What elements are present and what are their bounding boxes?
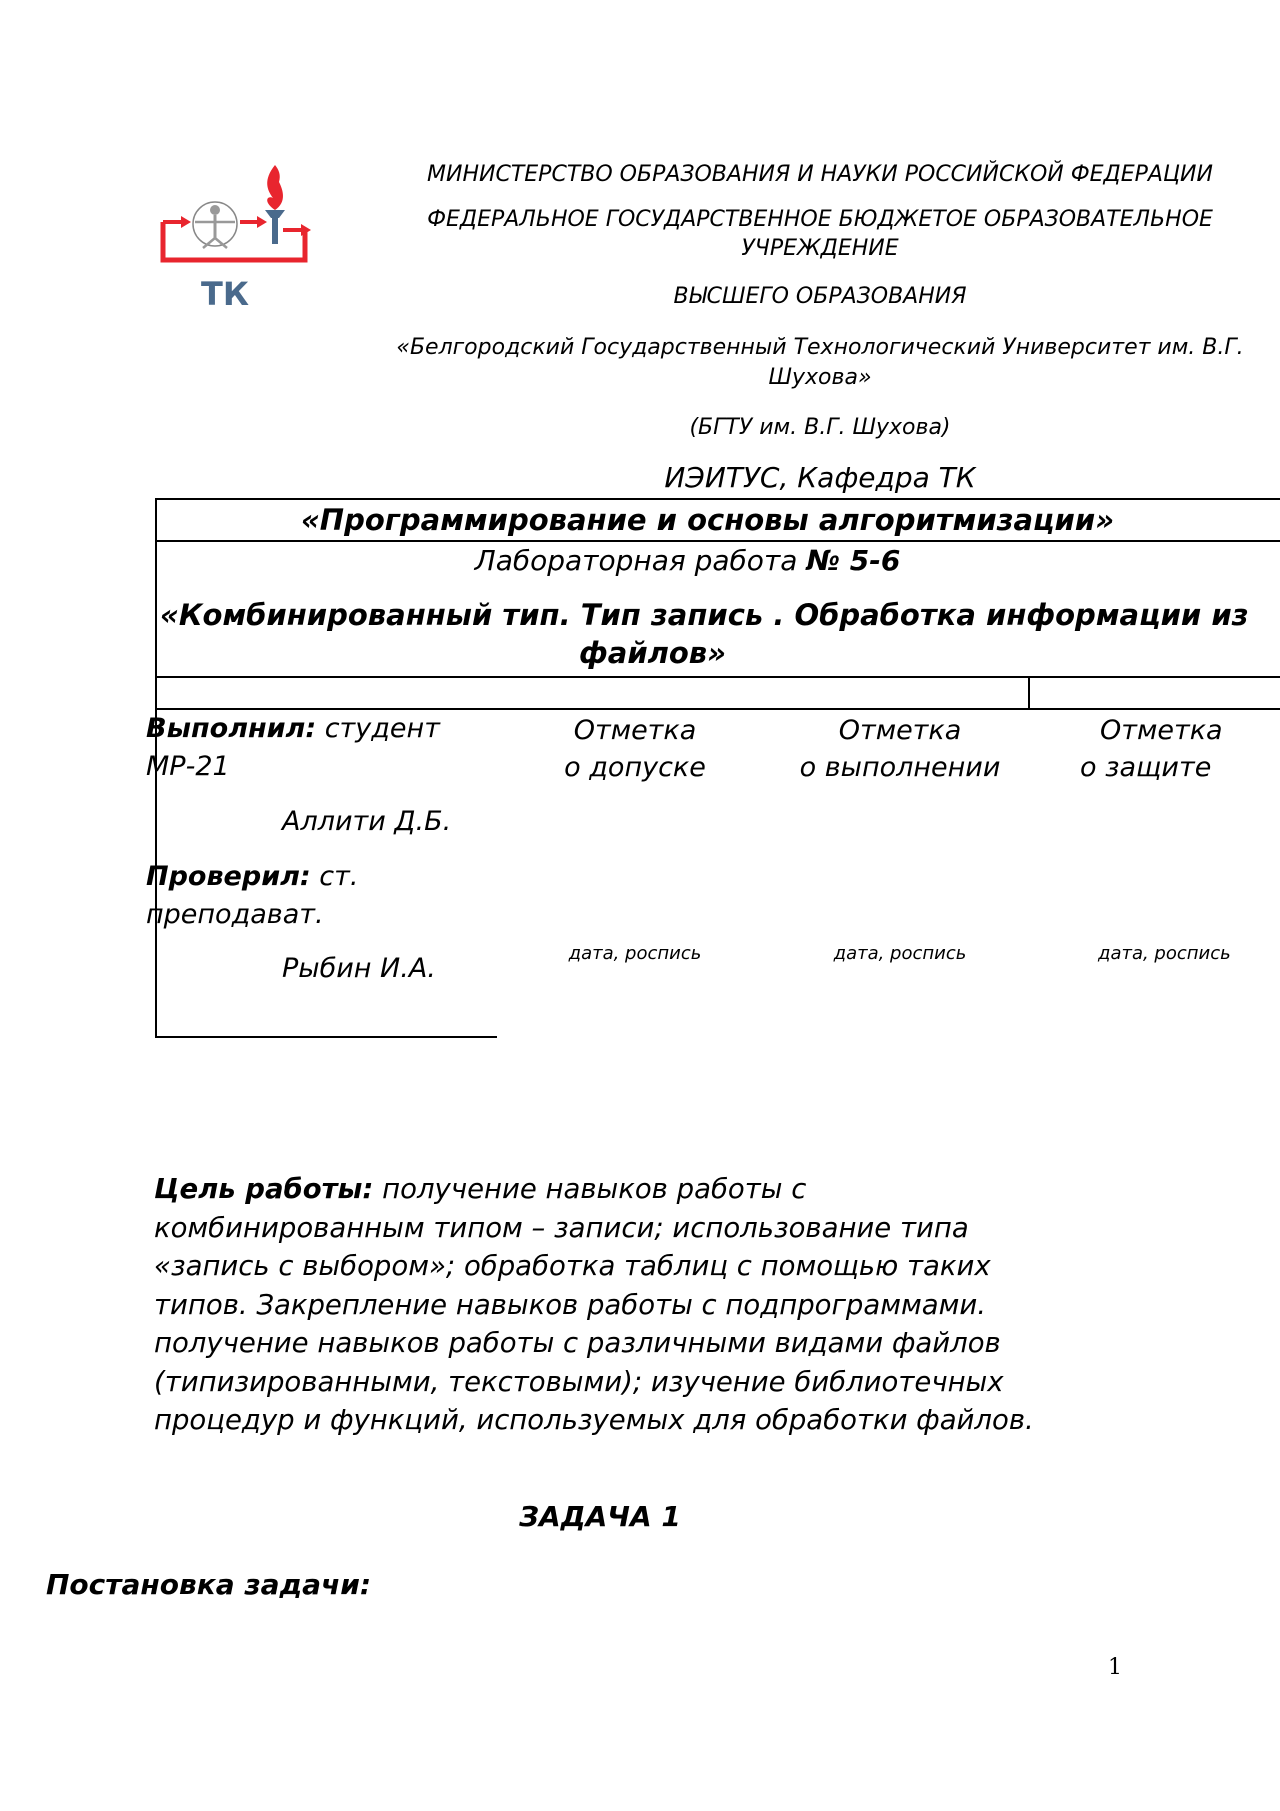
checked-label: Проверил: xyxy=(146,861,311,892)
federal-line-2: УЧРЕЖДЕНИЕ xyxy=(741,236,899,261)
topic-line-1: «Комбинированный тип. Тип запись . Обработка информации из xyxy=(160,598,1249,632)
goal-line-7: процедур и функций, используемых для обработки файлов. xyxy=(154,1404,1034,1436)
performed-label: Выполнил: xyxy=(146,713,317,744)
goal-line-6: (типизированными, текстовыми); изучение библиотечных xyxy=(154,1365,1004,1398)
work-goal xyxy=(154,1170,1164,1440)
goal-line-1: получение навыков работы с xyxy=(373,1173,807,1205)
checked-role: ст. xyxy=(310,861,359,892)
defense-mark-title-1: Отметка xyxy=(1100,715,1223,746)
goal-line-5: получение навыков работы с различными видами файлов xyxy=(154,1327,1001,1359)
course-title: «Программирование и основы алгоритмизации» xyxy=(300,503,1115,537)
task-title: ЗАДАЧА 1 xyxy=(519,1500,681,1533)
goal-label: Цель работы: xyxy=(154,1173,374,1205)
student-group: МР-21 xyxy=(146,751,230,782)
table-row-divider xyxy=(155,676,1280,678)
completion-mark-title-2: о выполнении xyxy=(799,752,1001,783)
table-column-divider xyxy=(1028,676,1030,710)
completion-mark-title-1: Отметка xyxy=(838,715,962,746)
federal-line-1: ФЕДЕРАЛЬНОЕ ГОСУДАРСТВЕННОЕ БЮДЖЕТОЕ ОБРАЗОВАТЕЛЬНОЕ xyxy=(427,207,1213,232)
university-line-1: «Белгородский Государственный Технологический Университет им. В.Г. xyxy=(396,335,1244,360)
goal-line-4: типов. Закрепление навыков работы с подпрограммами. xyxy=(154,1288,986,1321)
logo-text: ТК xyxy=(201,275,249,310)
problem-statement-heading: Постановка задачи: xyxy=(46,1568,372,1601)
admission-mark-title-2: о допуске xyxy=(564,752,706,783)
defense-mark-title-2: о защите xyxy=(1080,752,1212,783)
goal-line-3: «запись с выбором»; обработка таблиц с помощью таких xyxy=(154,1250,991,1282)
completion-signature-label: дата, роспись xyxy=(833,943,967,964)
university-line-2: Шухова» xyxy=(768,365,872,390)
performed-role: студент xyxy=(316,713,440,744)
page-number: 1 xyxy=(1108,1655,1122,1680)
university-logo xyxy=(155,160,315,310)
ministry-line: МИНИСТЕРСТВО ОБРАЗОВАНИЯ И НАУКИ РОССИЙСКОЙ ФЕДЕРАЦИИ xyxy=(427,162,1213,187)
lab-label: Лабораторная работа xyxy=(474,544,807,577)
university-abbreviation: (БГТУ им. В.Г. Шухова) xyxy=(689,415,951,440)
table-bottom-border xyxy=(155,1036,497,1038)
teacher-name: Рыбин И.А. xyxy=(282,953,436,984)
lab-number: № 5-6 xyxy=(806,544,901,577)
checked-role-line-2: преподават. xyxy=(146,899,324,930)
department: ИЭИТУС, Кафедра ТК xyxy=(664,461,976,494)
higher-education-line: ВЫСШЕГО ОБРАЗОВАНИЯ xyxy=(673,284,967,309)
defense-signature-label: дата, роспись xyxy=(1098,943,1231,964)
topic-line-2: файлов» xyxy=(578,636,727,670)
student-name: Аллити Д.Б. xyxy=(282,806,452,837)
goal-line-2: комбинированным типом – записи; использование типа xyxy=(154,1211,969,1244)
admission-signature-label: дата, роспись xyxy=(568,943,702,964)
admission-mark-title-1: Отметка xyxy=(573,715,697,746)
